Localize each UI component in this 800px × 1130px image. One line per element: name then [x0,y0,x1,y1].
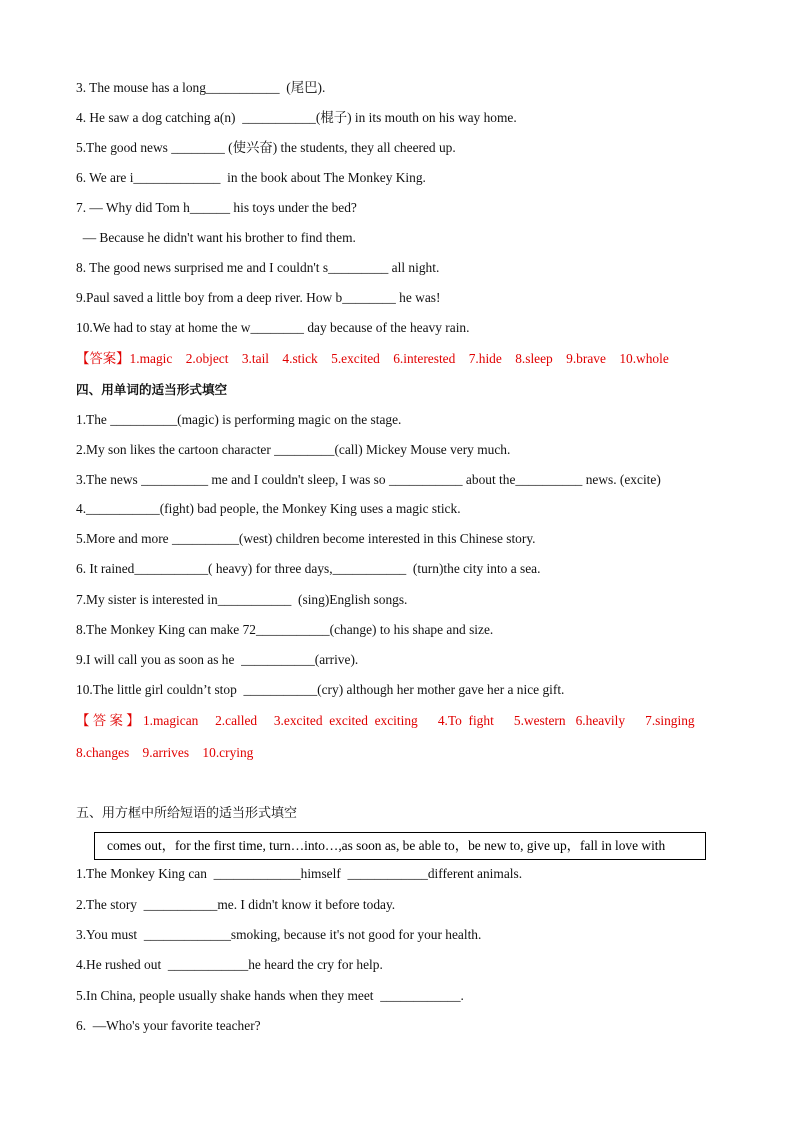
exercise-line-9: 9.Paul saved a little boy from a deep river. How b________ he was! [76,290,441,305]
exercise5-line-2: 2.The story ___________me. I didn't know it before today. [76,897,396,912]
exercise-line-4: 4. He saw a dog catching a(n) ___________(棍子) in its mouth on his way home. [76,110,517,125]
answer-key-section4-line2: 8.changes 9.arrives 10.crying [76,745,254,760]
exercise-line-3: 3. The mouse has a long___________ (尾巴). [76,80,326,95]
section5-heading: 五、用方框中所给短语的适当形式填空 [76,806,298,821]
phrase-box [94,832,706,860]
exercise4-line-1: 1.The __________(magic) is performing magic on the stage. [76,412,402,427]
exercise-line-5: 5.The good news ________ (使兴奋) the students, they all cheered up. [76,140,456,155]
exercise4-line-2: 2.My son likes the cartoon character _________(call) Mickey Mouse very much. [76,442,511,457]
exercise-line-8: 8. The good news surprised me and I couldn't s_________ all night. [76,260,440,275]
exercise4-line-9: 9.I will call you as soon as he ___________(arrive). [76,652,359,667]
exercise-line-6: 6. We are i_____________ in the book about The Monkey King. [76,170,426,185]
exercise4-line-6: 6. It rained___________( heavy) for three days,___________ (turn)the city into a sea. [76,561,541,576]
exercise5-line-6: 6. —Who's your favorite teacher? [76,1018,261,1033]
exercise5-line-3: 3.You must _____________smoking, because it's not good for your health. [76,927,482,942]
exercise5-line-1: 1.The Monkey King can _____________himself ____________different animals. [76,866,523,881]
exercise4-line-10: 10.The little girl couldn’t stop ___________(cry) although her mother gave her a nice gift. [76,682,565,697]
answer-key-section4-line1: 【 答 案 】 1.magican 2.called 3.excited excited exciting 4.To fight 5.western 6.heavily 7.singing [76,713,695,728]
exercise-line-10: 10.We had to stay at home the w________ day because of the heavy rain. [76,320,470,335]
exercise4-line-4: 4.___________(fight) bad people, the Monkey King uses a magic stick. [76,501,461,516]
section4-heading: 四、用单词的适当形式填空 [76,382,228,397]
exercise4-line-3: 3.The news __________ me and I couldn't sleep, I was so ___________ about the__________ news. (excite) [76,472,661,487]
exercise-line-7: 7. — Why did Tom h______ his toys under the bed? [76,200,357,215]
exercise4-line-5: 5.More and more __________(west) children become interested in this Chinese story. [76,531,536,546]
exercise4-line-8: 8.The Monkey King can make 72___________(change) to his shape and size. [76,622,494,637]
answer-key-section3: 【答案】1.magic 2.object 3.tail 4.stick 5.excited 6.interested 7.hide 8.sleep 9.brave 10.whole [76,351,669,366]
exercise5-line-5: 5.In China, people usually shake hands when they meet ____________. [76,988,464,1003]
phrase-box-text: comes out，for the first time, turn…into…,as soon as, be able to，be new to, give up，fall in love with [107,838,666,853]
exercise4-line-7: 7.My sister is interested in___________ (sing)English songs. [76,592,408,607]
exercise-line-7-reply: — Because he didn't want his brother to find them. [76,230,356,245]
exercise5-line-4: 4.He rushed out ____________he heard the cry for help. [76,957,383,972]
